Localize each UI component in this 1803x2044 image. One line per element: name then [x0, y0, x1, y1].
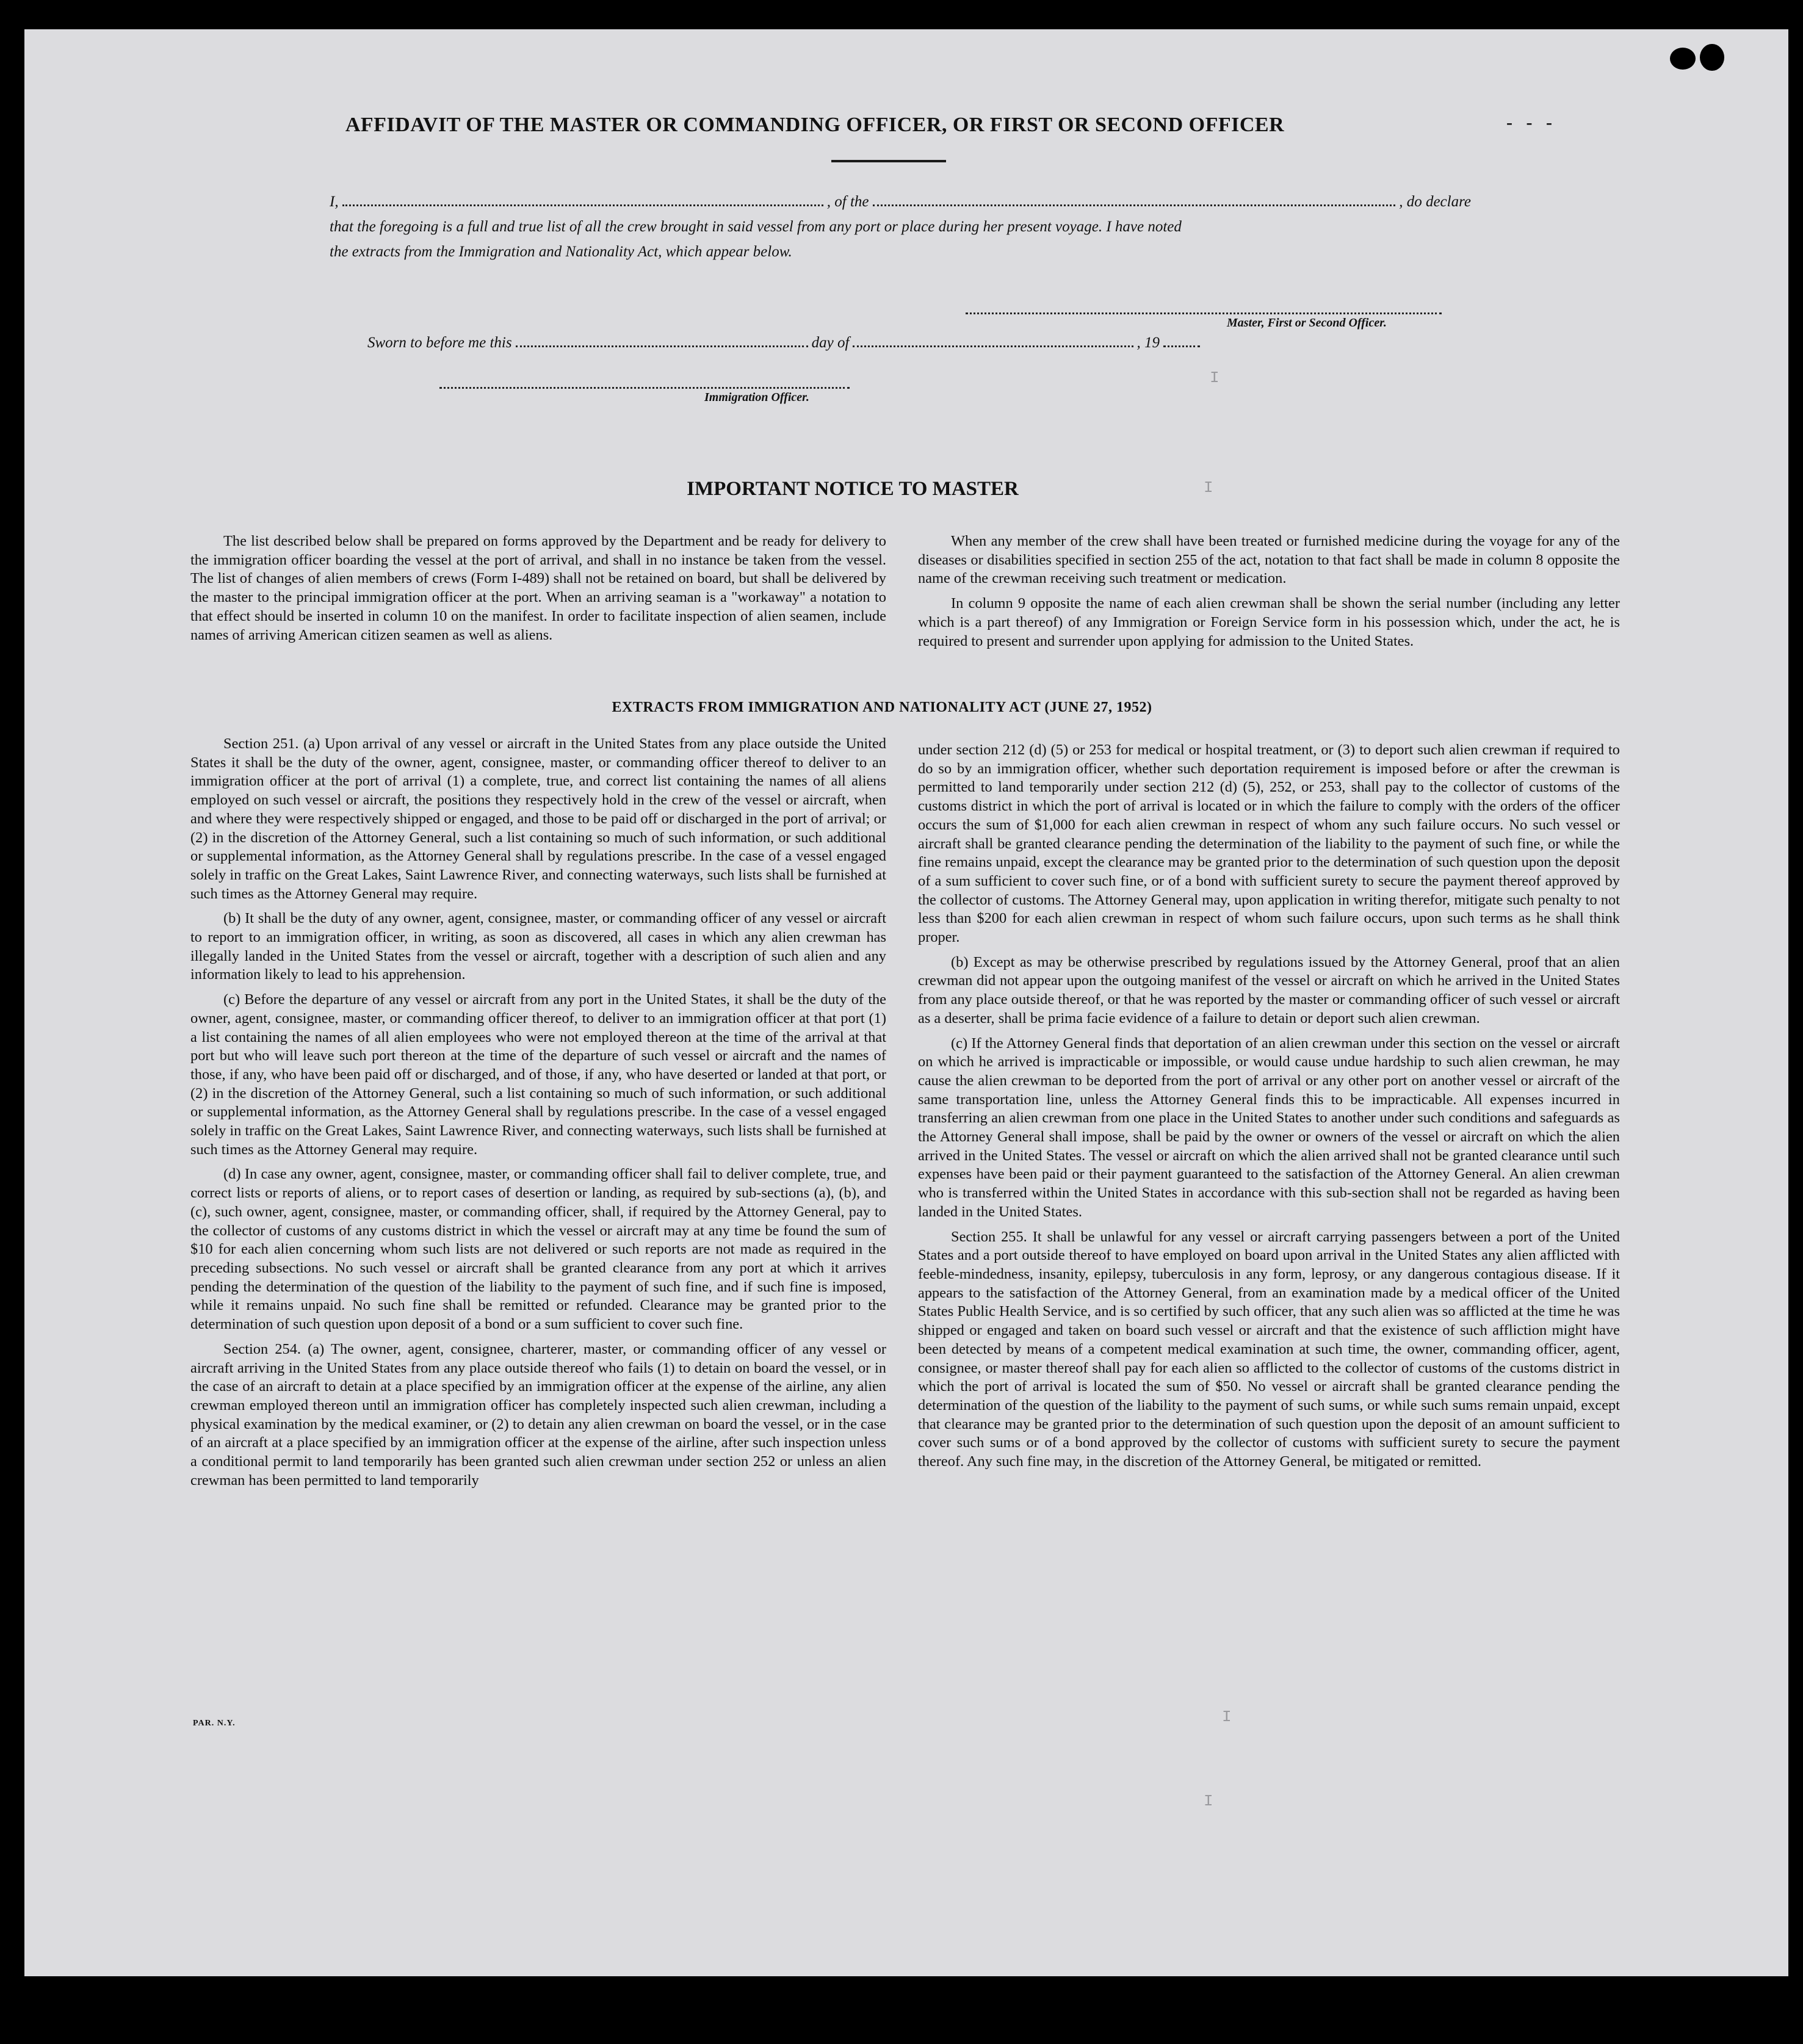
ink-blot	[1670, 48, 1696, 70]
name-blank[interactable]	[342, 204, 823, 206]
year-prefix: , 19	[1136, 334, 1160, 351]
ghost-mark: I	[1222, 1708, 1232, 1726]
declaration-line-2: that the foregoing is a full and true list of all the crew brought in said vessel from any port or place during her present voyage. I have noted	[330, 218, 1182, 235]
sworn-line	[367, 334, 1204, 352]
section-251d: (d) In case any owner, agent, consignee, master, or commanding officer shall fail to deliver complete, true, and correct lists or reports of aliens, or to report cases of desertion or landing, as required by sub-sections (a), (b), and (c), such owner, agent, consignee, master, or commanding officer, shall, if required by the Attorney General, pay to the collector of customs of any customs district in which the vessel or aircraft may at any time be found the sum of $10 for each alien concerning whom such lists are not delivered or such reports are not made as required in the preceding subsections. No such vessel or aircraft shall be granted clearance from any port at which it arrives pending the determination of the question of the liability to the payment of such fine, and if such fine is imposed, while it remains unpaid. No such fine shall be remitted or refunded. Clearance may be granted prior to the determination of such question upon deposit of a bond or a sum sufficient to cover such fine.	[190, 1166, 886, 1333]
declaration-line-1	[330, 189, 1471, 214]
notice-left-column	[190, 532, 886, 651]
sworn-date-blank[interactable]	[516, 345, 808, 347]
notice-right-column	[918, 532, 1620, 657]
day-of-text: day of	[811, 334, 850, 351]
section-251c: (c) Before the departure of any vessel or aircraft from any port in the United States, it shall be the duty of the owner, agent, consignee, master, or commanding officer thereof, to deliver to an immigration officer at that port (1) a list containing the names of all alien employees who were not employed thereon at the time of the arrival at that port but who will leave such port thereon at the time of the departure of such vessel or aircraft and the names of those, if any, who have been paid off or discharged, and of those, if any, who have deserted or landed at that port, or (2) in the discretion of the Attorney General, such a list containing so much of such information, or such additional or supplemental information, as the Attorney General shall by regulations prescribe. In the case of a vessel engaged solely in traffic on the Great Lakes, Saint Lawrence River, and connecting waterways, such lists shall be furnished at such times as the Attorney General may require.	[190, 991, 886, 1158]
vessel-blank[interactable]	[873, 204, 1396, 206]
title-rule	[831, 160, 946, 162]
ghost-mark: I	[1210, 369, 1219, 387]
document-page	[24, 29, 1788, 1976]
extracts-left-column	[190, 735, 886, 1496]
of-the-text: , of the	[826, 193, 869, 210]
sworn-text: Sworn to before me this	[367, 334, 512, 351]
title-dashes: - - -	[1506, 112, 1552, 132]
affidavit-title: AFFIDAVIT OF THE MASTER OR COMMANDING OFFICER, OR FIRST OR SECOND OFFICER	[345, 114, 1285, 136]
section-254c: (c) If the Attorney General finds that deportation of an alien crewman under this section on the vessel or aircraft on which he arrived is impracticable or impossible, or would cause undue hardship to such alien crewman, he may cause the alien crewman to be deported from the port of arrival or any other port on another vessel or aircraft of the same transportation line, unless the Attorney General finds this to be impracticable. All expenses incurred in transferring an alien crewman from one place in the United States to another under such conditions and safeguards as the Attorney General shall impose, shall be paid by the owner or owners of the vessel or aircraft on which the alien arrived in the United States. The vessel or aircraft on which the alien arrived shall not be granted clearance until such expenses have been paid or their payment guaranteed to the satisfaction of the Attorney General. An alien crewman who is transferred within the United States in accordance with this sub-section shall not be regarded as having been landed in the United States.	[918, 1035, 1620, 1220]
year-blank[interactable]	[1163, 345, 1200, 347]
declaration-line-3: the extracts from the Immigration and Nationality Act, which appear below.	[330, 244, 792, 260]
immigration-officer-label: Immigration Officer.	[704, 391, 809, 404]
section-251a: Section 251. (a) Upon arrival of any vessel or aircraft in the United States from any place outside the United States it shall be the duty of the owner, agent, consignee, master, or commanding officer thereof to deliver to an immigration officer at the port of arrival (1) a complete, true, and correct list containing the names of all aliens employed on such vessel or aircraft, the positions they respectively hold in the crew of the vessel or aircraft, when and where they were respectively shipped or engaged, and those to be paid off or discharged in the port of arrival; or (2) in the discretion of the Attorney General, such a list containing so much of such information, or such additional or supplemental information, as the Attorney General shall by regulations prescribe. In the case of a vessel engaged solely in traffic on the Great Lakes, Saint Lawrence River, and connecting waterways, such lists shall be furnished at such times as the Attorney General may require.	[190, 735, 886, 902]
ghost-mark: I	[1204, 1792, 1213, 1810]
notice-right-p2: In column 9 opposite the name of each alien crewman shall be shown the serial number (including any letter which is a part thereof) of any Immigration or Foreign Service form in his possession which, under the act, he is required to present and surrender upon applying for admission to the United States.	[918, 595, 1620, 649]
ghost-mark: I	[1204, 478, 1213, 497]
section-255: Section 255. It shall be unlawful for any vessel or aircraft carrying passengers between a port of the United States and a port outside thereof to have employed on board upon arrival in the United States any alien afflicted with feeble-mindedness, insanity, epilepsy, tuberculosis in any form, leprosy, or any dangerous contagious disease. If it appears to the satisfaction of the Attorney General, from an examination made by a medical officer of the United States Public Health Service, and is so certified by such officer, that any such alien was so afflicted at the time he was shipped or engaged and taken on board such vessel or aircraft and that the existence of such affliction might have been detected by means of a competent medical examination at such time, the owner, commanding officer, agent, consignee, or master thereof shall pay for each alien so afflicted to the collector of customs of the customs district in which the port of arrival is located the sum of $50. No vessel or aircraft shall be granted clearance pending the determination of the question of the liability to the payment of such sums, or while such sums remain unpaid, except that clearance may be granted prior to the determination of such question upon the deposit of an amount sufficient to cover such sums or of a bond approved by the collector of customs with sufficient surety to secure the payment thereof. Any such fine may, in the discretion of the Attorney General, be mitigated or remitted.	[918, 1228, 1620, 1470]
section-254b: (b) Except as may be otherwise prescribed by regulations issued by the Attorney General, proof that an alien crewman did not appear upon the outgoing manifest of the vessel or aircraft on which he arrived in the United States from any place outside thereof, or that he was reported by the master or commanding officer of such vessel or aircraft as a deserter, shall be prima facie evidence of a failure to detain or deport such alien crewman.	[918, 953, 1620, 1027]
notice-right-p1: When any member of the crew shall have been treated or furnished medicine during the voyage for any of the diseases or disabilities specified in section 255 of the act, notation to that fact shall be made in column 8 opposite the name of the crewman receiving such treatment or medication.	[918, 533, 1620, 587]
extracts-title: EXTRACTS FROM IMMIGRATION AND NATIONALITY ACT (JUNE 27, 1952)	[612, 699, 1152, 715]
month-blank[interactable]	[853, 345, 1133, 347]
section-254a-cont: under section 212 (d) (5) or 253 for medical or hospital treatment, or (3) to deport such alien crewman if required to do so by an immigration officer, whether such deportation requirement is imposed before or after the crewman is permitted to land temporarily under section 212 (d) (5), 252, or 253, shall pay to the collector of customs of the customs district in which the port of arrival is located or in which the failure to comply with the orders of the officer occurs the sum of $1,000 for each alien crewman in respect of whom any such failure occurs. No such vessel or aircraft shall be granted clearance pending the determination of the liability to the payment of such fine, or while the fine remains unpaid, except the clearance may be granted prior to the determination of such question upon the deposit of a sum sufficient to cover such fine, or of a bond with sufficient surety to secure the payment thereof approved by the collector of customs. The Attorney General may, upon application in writing therefor, mitigate such penalty to not less than $200 for each alien crewman in respect of whom such failure occurs, upon such terms as he shall think proper.	[918, 742, 1620, 946]
master-signature-label: Master, First or Second Officer.	[1227, 316, 1387, 330]
section-251b: (b) It shall be the duty of any owner, agent, consignee, master, or commanding officer of any vessel or aircraft to report to an immigration officer, in writing, as soon as discovered, all cases in which any alien crewman has illegally landed in the United States from the vessel or aircraft, together with a description of such alien and any information likely to lead to his apprehension.	[190, 910, 886, 983]
printer-imprint: PAR. N.Y.	[193, 1719, 236, 1728]
declaration-block	[330, 189, 1471, 264]
do-declare-text: , do declare	[1399, 193, 1471, 210]
ink-blot	[1700, 44, 1724, 71]
declarant-i: I,	[330, 193, 339, 210]
notice-left-text: The list described below shall be prepared on forms approved by the Department and be ready for delivery to the immigration officer boarding the vessel at the port of arrival, and shall in no instance be taken from the vessel. The list of changes of alien members of crews (Form I-489) shall not be retained on board, but shall be delivered by the master to the principal immigration officer at the port. When an arriving seaman is a "workaway" a notation to that effect should be inserted in column 10 on the manifest. In order to facilitate inspection of alien seamen, include names of arriving American citizen seamen as well as aliens.	[190, 533, 886, 643]
section-254a: Section 254. (a) The owner, agent, consignee, charterer, master, or commanding officer of any vessel or aircraft arriving in the United States from any place outside thereof who fails (1) to detain on board the vessel, or in the case of an aircraft to detain at a place specified by an immigration officer at the expense of the airline, any alien crewman employed thereon until an immigration officer has completely inspected such alien crewman, including a physical examination by the medical examiner, or (2) to detain any alien crewman on board the vessel, or in the case of an aircraft at a place specified by an immigration officer at the expense of the airline, after such inspection unless a conditional permit to land temporarily has been granted such alien crewman under section 252 or unless an alien crewman has been permitted to land temporarily	[190, 1340, 886, 1489]
notice-title: IMPORTANT NOTICE TO MASTER	[687, 478, 1019, 500]
master-signature-line[interactable]	[966, 312, 1442, 314]
extracts-right-column	[918, 741, 1620, 1478]
immigration-officer-line[interactable]	[439, 387, 850, 389]
